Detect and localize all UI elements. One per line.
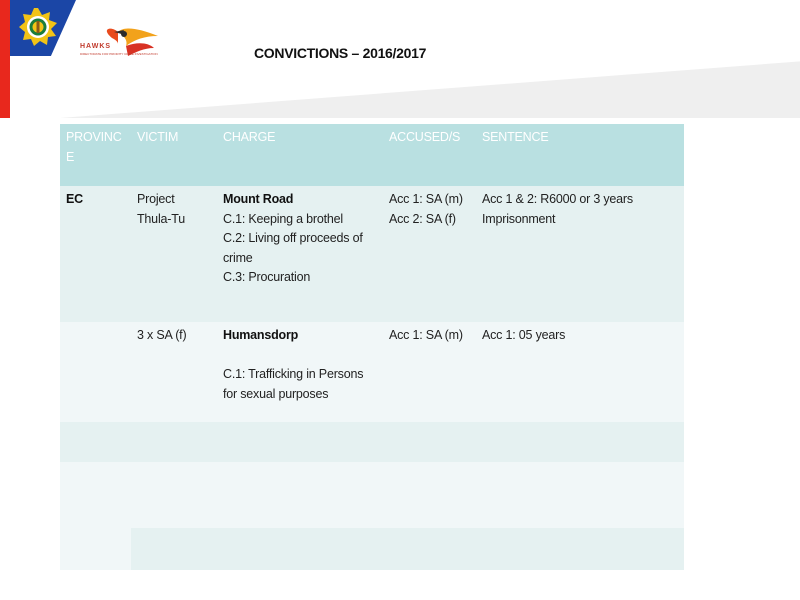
accused-line: Acc 2: SA (f) <box>389 211 456 226</box>
charge-line: C.1: Trafficking in Persons <box>223 367 364 381</box>
province-cell: EC <box>66 192 83 206</box>
convictions-table <box>60 124 684 570</box>
empty-table-row <box>60 462 684 528</box>
charge-line: C.1: Keeping a brothel <box>223 211 343 226</box>
accused-line: Acc 1: SA (m) <box>389 328 463 342</box>
charge-line: C.3: Procuration <box>223 270 311 284</box>
charge-line: for sexual purposes <box>223 386 329 401</box>
red-accent-bar <box>0 0 10 118</box>
accused-cell <box>389 326 477 346</box>
charge-spacer <box>223 346 381 366</box>
sentence-line: Imprisonment <box>482 211 556 226</box>
saps-badge-icon <box>18 7 58 47</box>
charge-cell <box>223 190 381 288</box>
accused-cell <box>389 190 477 229</box>
charge-title: Mount Road <box>223 192 294 206</box>
victim-cell <box>137 190 217 229</box>
hawks-logo-subtext: DIRECTORATE FOR PRIORITY CRIME INVESTIGATION <box>80 52 158 56</box>
page-title: CONVICTIONS – 2016/2017 <box>254 45 427 61</box>
charge-cell <box>223 326 381 404</box>
sentence-line: Acc 1 & 2: R6000 or 3 years <box>482 192 633 206</box>
victim-line: Thula-Tu <box>137 211 185 226</box>
table-row <box>60 186 684 322</box>
column-header-province: PROVINC E <box>66 130 122 164</box>
table-header-row <box>60 124 684 186</box>
header-spacer <box>10 56 50 118</box>
victim-cell <box>137 326 217 346</box>
accused-line: Acc 1: SA (m) <box>389 192 463 206</box>
column-header-accused: ACCUSED/S <box>389 130 461 144</box>
column-header-charge: CHARGE <box>223 130 276 144</box>
empty-table-row <box>60 528 684 570</box>
victim-line: 3 x SA (f) <box>137 328 187 342</box>
charge-title: Humansdorp <box>223 328 299 342</box>
column-header-victim: VICTIM <box>137 130 179 144</box>
sentence-line: Acc 1: 05 years <box>482 328 566 342</box>
table-row <box>60 322 684 422</box>
column-header-sentence: SENTENCE <box>482 130 549 144</box>
sentence-cell <box>482 326 678 346</box>
sentence-cell <box>482 190 678 229</box>
empty-table-row <box>60 422 684 462</box>
charge-line: crime <box>223 250 253 265</box>
hawks-logo-text: HAWKS <box>80 43 112 50</box>
charge-line: C.2: Living off proceeds of <box>223 231 363 245</box>
victim-line: Project <box>137 192 175 206</box>
empty-cell-shaded <box>131 528 684 570</box>
